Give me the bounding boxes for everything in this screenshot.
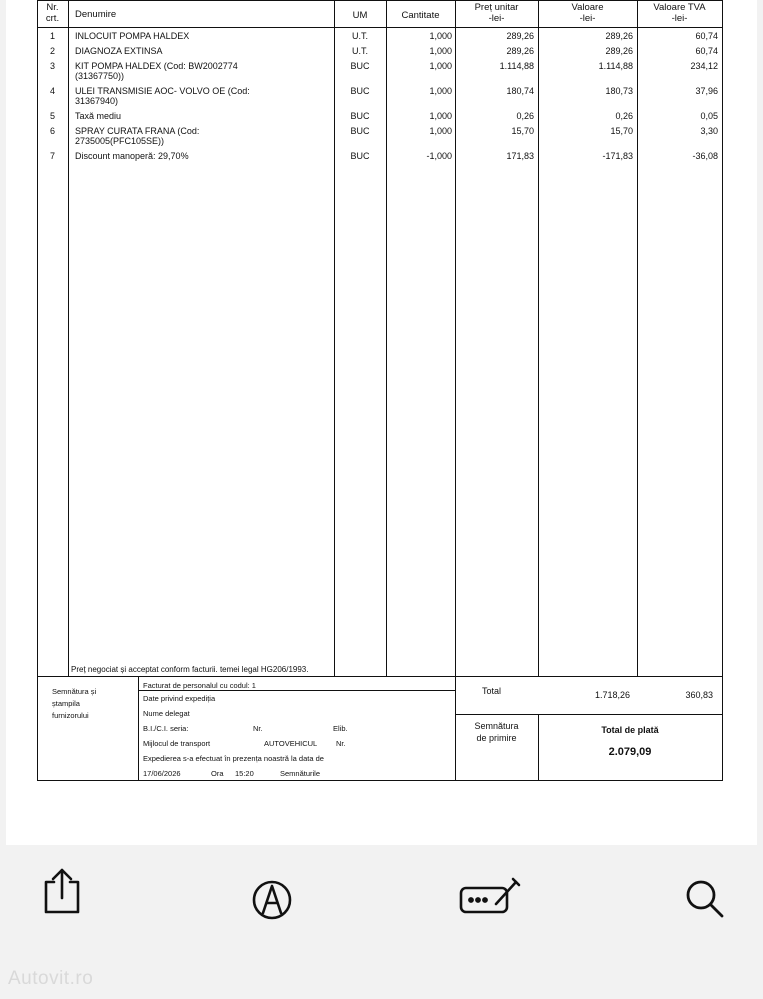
header-pret-unitar: Preț unitar -lei- xyxy=(474,2,519,24)
transport-value: AUTOVEHICUL xyxy=(264,739,318,748)
cell-denumire xyxy=(75,46,330,56)
cell-tva: 60,74 xyxy=(695,46,718,56)
bottom-toolbar xyxy=(0,846,763,999)
shipment-date: 17/06/2026 xyxy=(143,769,181,778)
id-nr-label: Nr. xyxy=(253,724,263,733)
cell-tva: 3,30 xyxy=(700,126,718,136)
receipt-signature-label: Semnătura de primire xyxy=(474,721,519,743)
supplier-signature-label: Semnătura și ștampila furnizorului xyxy=(52,687,97,720)
cell-val: 1.114,88 xyxy=(598,61,633,71)
cell-denumire-line: 31367940) xyxy=(75,96,119,106)
cell-nr: 2 xyxy=(49,46,55,56)
invoiced-by: Facturat de personalul cu codul: 1 xyxy=(143,681,256,690)
header-denumire: Denumire xyxy=(75,9,117,20)
cell-denumire xyxy=(75,126,330,146)
cell-nr: 3 xyxy=(49,61,55,71)
cell-denumire-line: (31367750)) xyxy=(75,71,125,81)
cell-tva: 37,96 xyxy=(695,86,718,96)
cell-pret: 289,26 xyxy=(506,31,534,41)
header-valoare: Valoare -lei- xyxy=(571,2,604,24)
cell-cant: -1,000 xyxy=(426,151,452,161)
cell-denumire xyxy=(75,151,330,161)
share-icon[interactable] xyxy=(38,868,86,916)
cell-pret: 289,26 xyxy=(506,46,534,56)
shipment-time: 15:20 xyxy=(235,769,254,778)
cell-cant: 1,000 xyxy=(429,46,452,56)
cell-pret: 171,83 xyxy=(506,151,534,161)
cell-denumire-line: SPRAY CURATA FRANA (Cod: xyxy=(75,126,200,136)
signatures-label: Semnăturile xyxy=(280,769,321,778)
cell-cant: 1,000 xyxy=(429,111,452,121)
total-payable-label: Total de plată xyxy=(601,725,659,735)
time-label: Ora xyxy=(211,769,224,778)
cell-denumire-line: Discount manoperă: 29,70% xyxy=(75,151,189,161)
cell-um: BUC xyxy=(350,61,370,71)
total-payable-amount: 2.079,09 xyxy=(608,746,652,758)
cell-val: 289,26 xyxy=(605,46,633,56)
cell-nr: 1 xyxy=(49,31,55,41)
invoice-document xyxy=(6,0,757,845)
watermark-logo: Autovit.ro xyxy=(8,968,94,989)
id-series-label: B.I./C.I. seria: xyxy=(143,724,189,733)
id-issued-label: Elib. xyxy=(333,724,348,733)
cell-um: BUC xyxy=(350,86,370,96)
cell-um: BUC xyxy=(350,151,370,161)
cell-pret: 180,74 xyxy=(506,86,534,96)
cell-denumire xyxy=(75,31,330,41)
cell-denumire xyxy=(75,61,330,81)
cell-nr: 7 xyxy=(49,151,55,161)
cell-denumire-line: KIT POMPA HALDEX (Cod: BW2002774 xyxy=(75,61,238,71)
cell-um: BUC xyxy=(350,111,370,121)
cell-um: U.T. xyxy=(351,46,368,56)
cell-tva: 0,05 xyxy=(700,111,718,121)
markup-icon[interactable] xyxy=(248,876,296,924)
cell-nr: 4 xyxy=(49,86,55,96)
cell-val: 289,26 xyxy=(605,31,633,41)
transport-label: Mijlocul de transport xyxy=(143,739,211,748)
cell-denumire xyxy=(75,86,330,106)
total-vat: 360,83 xyxy=(685,690,713,700)
cell-pret: 15,70 xyxy=(511,126,534,136)
cell-denumire-line: INLOCUIT POMPA HALDEX xyxy=(75,31,190,41)
cell-pret: 0,26 xyxy=(516,111,534,121)
cell-um: U.T. xyxy=(351,31,368,41)
total-value: 1.718,26 xyxy=(594,690,630,700)
cell-denumire-line: DIAGNOZA EXTINSA xyxy=(75,46,163,56)
cell-um: BUC xyxy=(350,126,370,136)
cell-val: 15,70 xyxy=(610,126,633,136)
cell-nr: 5 xyxy=(49,111,55,121)
cell-pret: 1.114,88 xyxy=(499,61,534,71)
total-label: Total xyxy=(481,686,501,696)
cell-denumire xyxy=(75,111,330,121)
cell-val: 0,26 xyxy=(615,111,633,121)
cell-tva: 234,12 xyxy=(690,61,718,71)
cell-tva: -36,08 xyxy=(692,151,718,161)
cell-cant: 1,000 xyxy=(429,86,452,96)
shipping-data-label: Date privind expediția xyxy=(143,694,216,703)
cell-denumire-line: ULEI TRANSMISIE AOC- VOLVO OE (Cod: xyxy=(75,86,250,96)
signature-icon[interactable] xyxy=(458,876,522,924)
shipment-statement: Expedierea s-a efectuat în prezența noastră la data de xyxy=(143,754,324,763)
transport-nr-label: Nr. xyxy=(336,739,346,748)
header-nr-crt: Nr. crt. xyxy=(45,2,60,24)
cell-cant: 1,000 xyxy=(429,61,452,71)
cell-val: 180,73 xyxy=(605,86,633,96)
legal-note: Preț negociat și acceptat conform facturii. temei legal HG206/1993. xyxy=(71,665,309,674)
cell-denumire-line: Taxă mediu xyxy=(75,111,122,121)
header-cantitate: Cantitate xyxy=(401,10,440,21)
cell-cant: 1,000 xyxy=(429,31,452,41)
cell-tva: 60,74 xyxy=(695,31,718,41)
cell-cant: 1,000 xyxy=(429,126,452,136)
delegate-name-label: Nume delegat xyxy=(143,709,190,718)
header-valoare-tva: Valoare TVA -lei- xyxy=(653,2,706,24)
search-icon[interactable] xyxy=(682,876,730,924)
cell-denumire-line: 2735005(PFC105SE)) xyxy=(75,136,165,146)
header-um: UM xyxy=(352,10,368,21)
cell-nr: 6 xyxy=(49,126,55,136)
cell-val: -171,83 xyxy=(602,151,633,161)
